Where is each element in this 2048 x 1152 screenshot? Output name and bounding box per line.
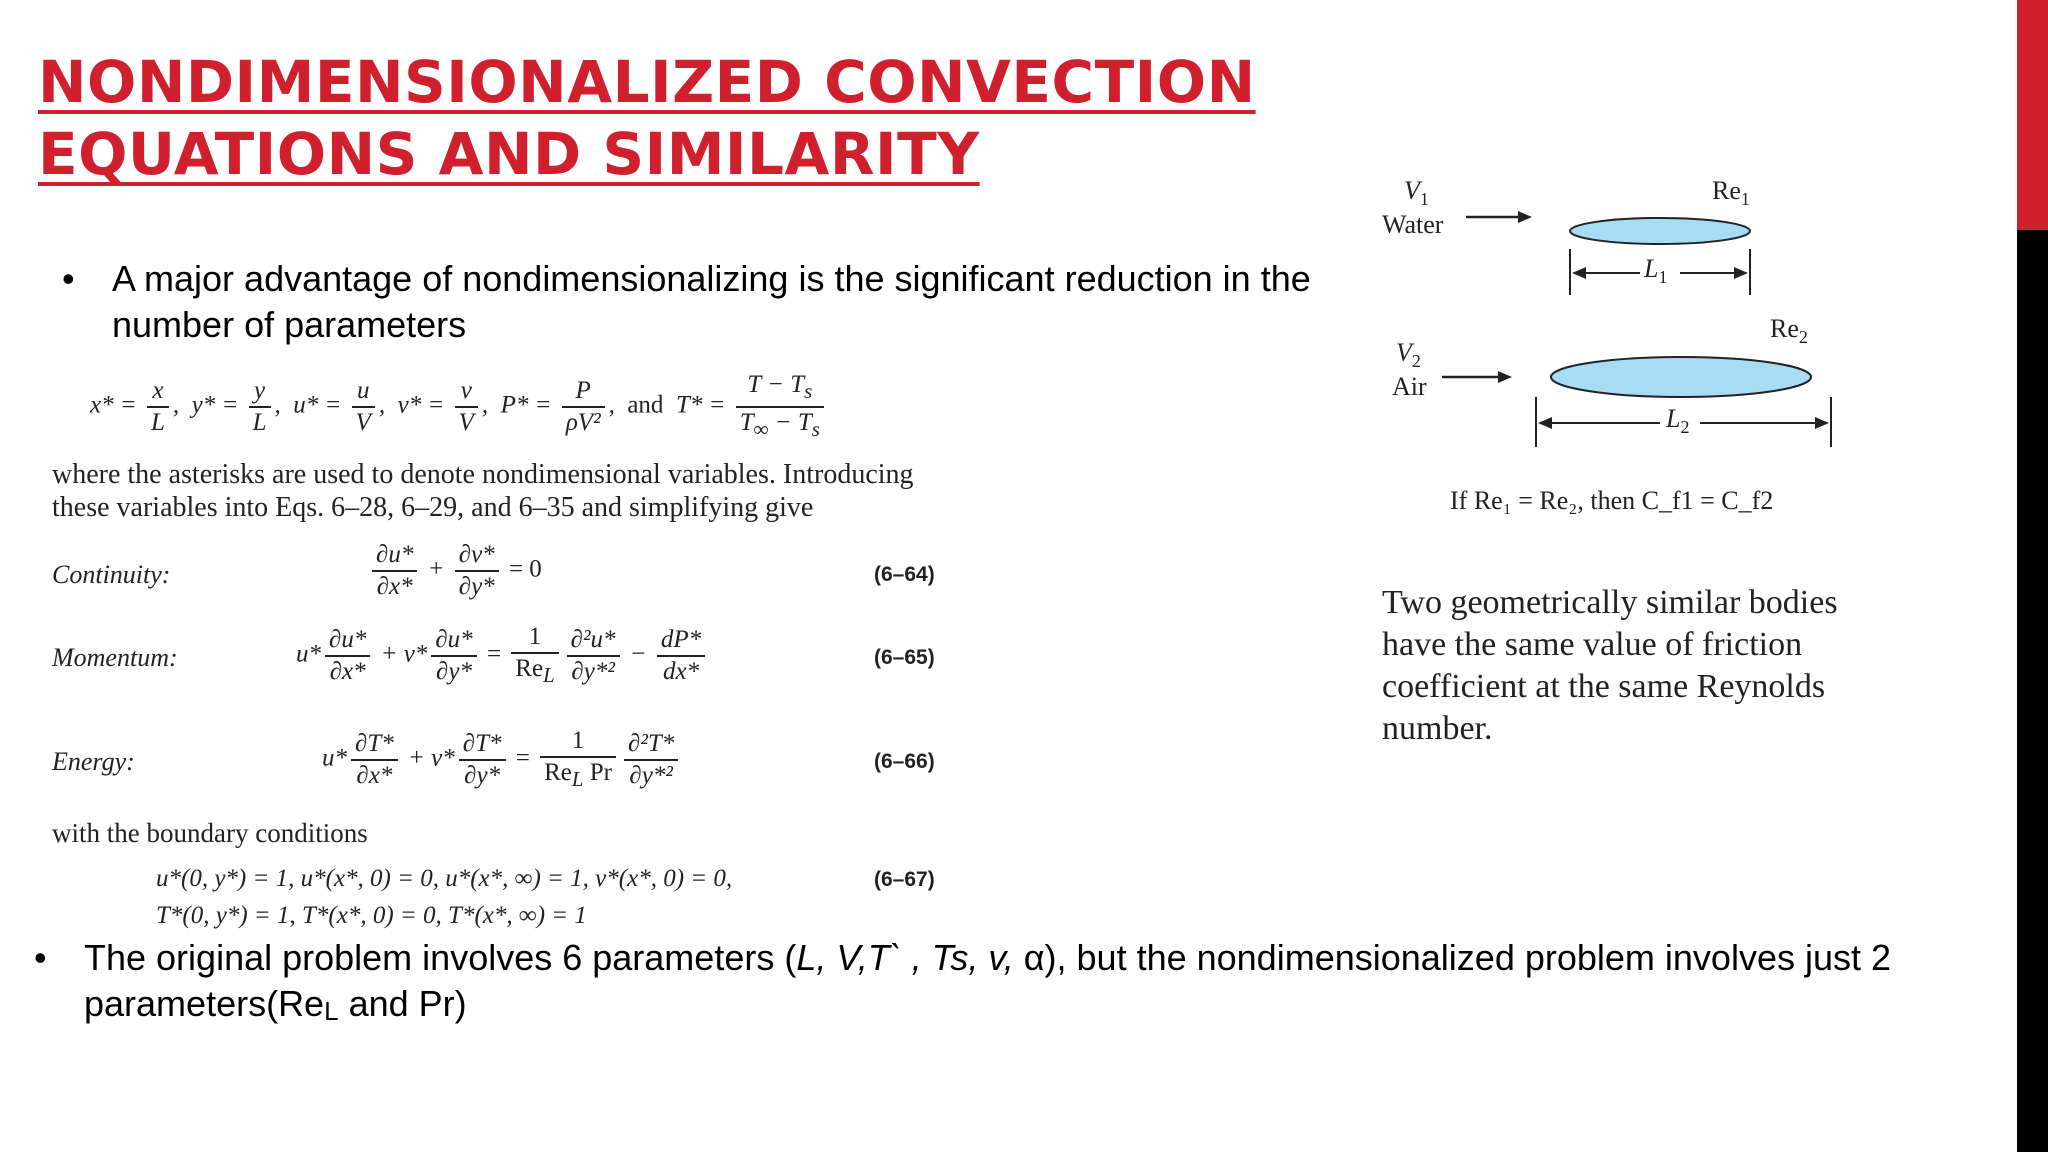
boundary-number: (6–67) — [874, 868, 935, 891]
momentum-label: Momentum: — [52, 643, 178, 672]
similarity-condition: If Re₁ = Re₂, then C_f1 = C_f2 — [1450, 486, 1774, 515]
body-1 — [1570, 218, 1750, 244]
accent-bar-black — [2017, 230, 2048, 1152]
bullet-marker: • — [62, 258, 75, 299]
variable-definitions: x* = $\frac{x}{L}$ , y* = $\frac{y}{L}$ , u* = $\frac{u}{V}$ , v* = $\frac{v}{V}$ , P* = $\frac{P}{\text{ρV²}}$ , and T* = $\frac{T - T_s}{T_\infty - T_s}$ — [90, 370, 828, 444]
bullet-text: The original problem involves 6 parameters (L, V,T` , Ts, v, α), but the nondimensionalized problem involves just 2 $parameters(Re_L$ and Pr) — [84, 937, 1892, 1026]
energy-label: Energy: — [52, 747, 135, 776]
slide-title — [38, 46, 1256, 190]
velocity-1: $V_1$ — [1404, 176, 1429, 210]
momentum-number: (6–65) — [874, 646, 935, 669]
accent-bar-red — [2017, 0, 2048, 230]
bullet-marker: • — [34, 937, 47, 978]
body-2 — [1551, 357, 1811, 397]
fluid-2-label: Air — [1392, 372, 1427, 401]
length-2: $L_2$ — [1666, 404, 1690, 438]
continuity-equation: $\frac{\partial u*}{\partial x*}$ + $\frac{\partial v*}{\partial y*}$ = 0 — [368, 540, 542, 602]
boundary-line-1: u*(0, y*) = 1, u*(x*, 0) = 0, u*(x*, ∞) = 1, v*(x*, 0) = 0, — [156, 865, 733, 892]
continuity-number: (6–64) — [874, 563, 935, 586]
boundary-intro: with the boundary conditions — [52, 818, 368, 848]
continuity-label: Continuity: — [52, 560, 171, 589]
similarity-figure — [1370, 165, 1890, 465]
and-word: and — [627, 391, 664, 419]
fluid-1-label: Water — [1382, 210, 1444, 239]
reynolds-2: $Re_2$ — [1770, 314, 1808, 348]
bullet-text: A major advantage of nondimensionalizing is the significant reduction in the number of parameters — [112, 258, 1311, 345]
boundary-line-2: T*(0, y*) = 1, T*(x*, 0) = 0, T*(x*, ∞) = 1 — [156, 902, 587, 929]
title-line-2: EQUATIONS AND SIMILARITY — [38, 120, 980, 188]
reynolds-1: $Re_1$ — [1712, 176, 1750, 210]
energy-number: (6–66) — [874, 750, 935, 773]
energy-equation: u* $\frac{\partial T*}{\partial x*}$ + v* $\frac{\partial T*}{\partial y*}$ = $\frac{1}{Re_L Pr}$ $\frac{\text{∂²T*}}{\text{∂y*²}}$ — [322, 726, 682, 794]
intro-paragraph: where the asterisks are used to denote nondimensional variables. Introducing these variables into Eqs. 6–28, 6–29, and 6–35 and simplifying give — [52, 459, 914, 523]
title-line-1: NONDIMENSIONALIZED CONVECTION — [38, 48, 1256, 116]
momentum-equation: u* $\frac{\partial u*}{\partial x*}$ + v* $\frac{\partial u*}{\partial y*}$ = $\frac{1}{Re_L}$ $\frac{\text{∂²u*}}{\text{∂y*²}}$ − $\frac{dP*}{dx*}$ — [296, 622, 709, 690]
velocity-2: $V_2$ — [1396, 338, 1421, 372]
length-1: $L_1$ — [1644, 254, 1668, 288]
figure-caption: Two geometrically similar bodies have the same value of friction coefficient at the same Reynolds number. — [1382, 584, 1838, 747]
